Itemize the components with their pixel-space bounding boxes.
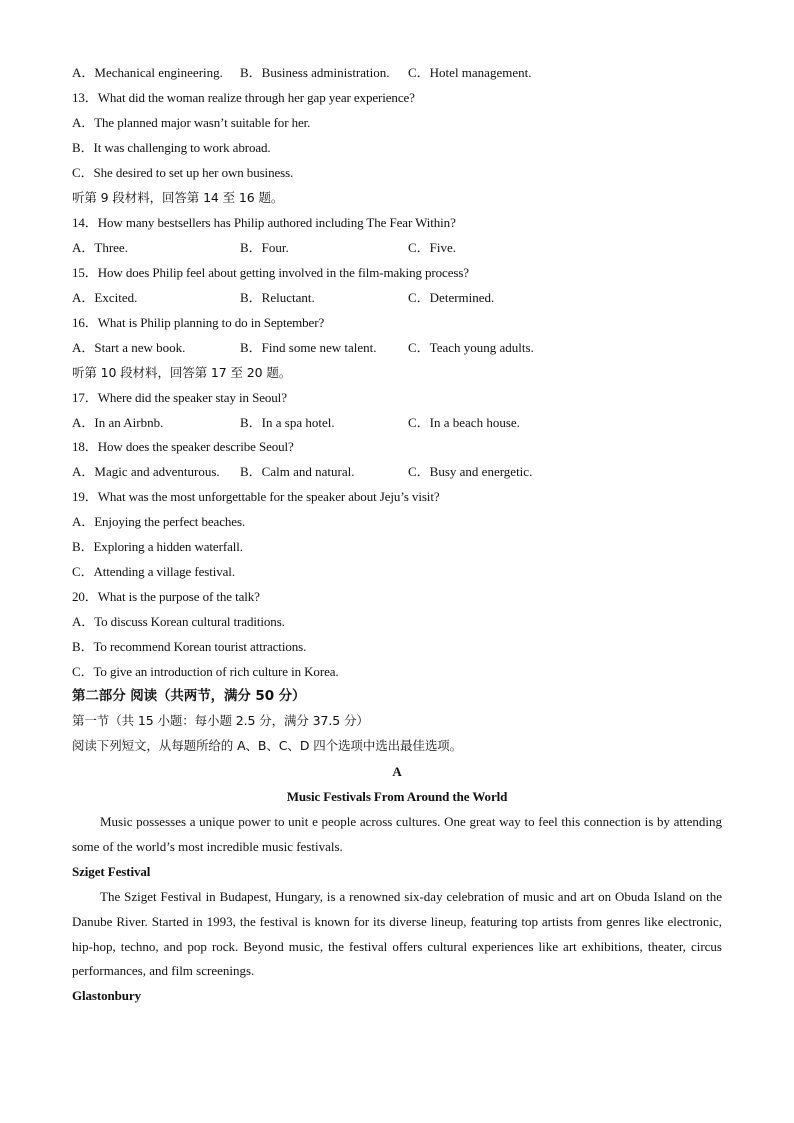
q18-option-c: C．Busy and energetic. bbox=[408, 464, 533, 479]
q16-option-c: C．Teach young adults. bbox=[408, 340, 534, 355]
q13-option-b: B．It was challenging to work abroad. bbox=[72, 140, 271, 155]
q16-stem: 16．What is Philip planning to do in September? bbox=[72, 315, 325, 330]
q13-option-c: C．She desired to set up her own business. bbox=[72, 165, 294, 180]
q17-stem: 17．Where did the speaker stay in Seoul? bbox=[72, 390, 287, 405]
sziget-heading: Sziget Festival bbox=[72, 864, 151, 879]
glastonbury-heading: Glastonbury bbox=[72, 988, 141, 1003]
passage-letter: A bbox=[392, 764, 402, 779]
q16-option-b: B．Find some new talent. bbox=[240, 340, 377, 355]
q20-option-c: C．To give an introduction of rich culture in Korea. bbox=[72, 664, 339, 679]
q17-option-a: A．In an Airbnb. bbox=[72, 415, 164, 430]
q14-option-a: A．Three. bbox=[72, 240, 128, 255]
q17-option-c: C．In a beach house. bbox=[408, 415, 520, 430]
q13-stem: 13．What did the woman realize through her gap year experience? bbox=[72, 90, 415, 105]
q19-option-a: A．Enjoying the perfect beaches. bbox=[72, 514, 246, 529]
section1-instruction: 阅读下列短文，从每题所给的 A、B、C、D 四个选项中选出最佳选项。 bbox=[72, 738, 463, 753]
q18-stem: 18．How does the speaker describe Seoul? bbox=[72, 439, 294, 454]
sziget-paragraph: The Sziget Festival in Budapest, Hungary, is a renowned six-day celebration of music and art on Obuda Island on the Danube River. Started in 1993, the festival is known for its diverse lineup, featuring top artists from genres like electronic, hip-hop, techno, and pop rock. Beyond music, the festival offers cultural experiences like art exhibitions, theater, circus performances, and film screenings. bbox=[72, 889, 722, 979]
q14-stem: 14．How many bestsellers has Philip authored including The Fear Within? bbox=[72, 215, 456, 230]
listening-instruction-9: 听第 9 段材料，回答第 14 至 16 题。 bbox=[72, 190, 284, 205]
part2-heading: 第二部分 阅读（共两节，满分 50 分） bbox=[72, 688, 306, 704]
q15-option-c: C．Determined. bbox=[408, 290, 495, 305]
q20-option-a: A．To discuss Korean cultural traditions. bbox=[72, 614, 285, 629]
listening-instruction-10: 听第 10 段材料，回答第 17 至 20 题。 bbox=[72, 365, 292, 380]
passage-intro: Music possesses a unique power to unit e people across cultures. One great way to feel this connection is by attending some of the world’s most incredible music festivals. bbox=[72, 814, 722, 854]
q15-option-a: A．Excited. bbox=[72, 290, 138, 305]
q16-option-a: A．Start a new book. bbox=[72, 340, 186, 355]
q20-option-b: B．To recommend Korean tourist attractions. bbox=[72, 639, 307, 654]
q12-option-c: C．Hotel management. bbox=[408, 65, 532, 80]
q18-option-b: B．Calm and natural. bbox=[240, 464, 355, 479]
q14-option-b: B．Four. bbox=[240, 240, 289, 255]
q13-option-a: A．The planned major wasn’t suitable for her. bbox=[72, 115, 311, 130]
q17-option-b: B．In a spa hotel. bbox=[240, 415, 335, 430]
q14-option-c: C．Five. bbox=[408, 240, 457, 255]
q15-stem: 15．How does Philip feel about getting involved in the film-making process? bbox=[72, 265, 469, 280]
q20-stem: 20．What is the purpose of the talk? bbox=[72, 589, 260, 604]
q19-stem: 19．What was the most unforgettable for the speaker about Jeju’s visit? bbox=[72, 489, 440, 504]
q19-option-b: B．Exploring a hidden waterfall. bbox=[72, 539, 243, 554]
q12-option-b: B．Business administration. bbox=[240, 65, 390, 80]
section1-heading: 第一节（共 15 小题：每小题 2.5 分，满分 37.5 分） bbox=[72, 713, 369, 728]
passage-title: Music Festivals From Around the World bbox=[286, 789, 508, 804]
q12-option-a: A．Mechanical engineering. bbox=[72, 65, 223, 80]
q18-option-a: A．Magic and adventurous. bbox=[72, 464, 220, 479]
q15-option-b: B．Reluctant. bbox=[240, 290, 315, 305]
q19-option-c: C．Attending a village festival. bbox=[72, 564, 235, 579]
